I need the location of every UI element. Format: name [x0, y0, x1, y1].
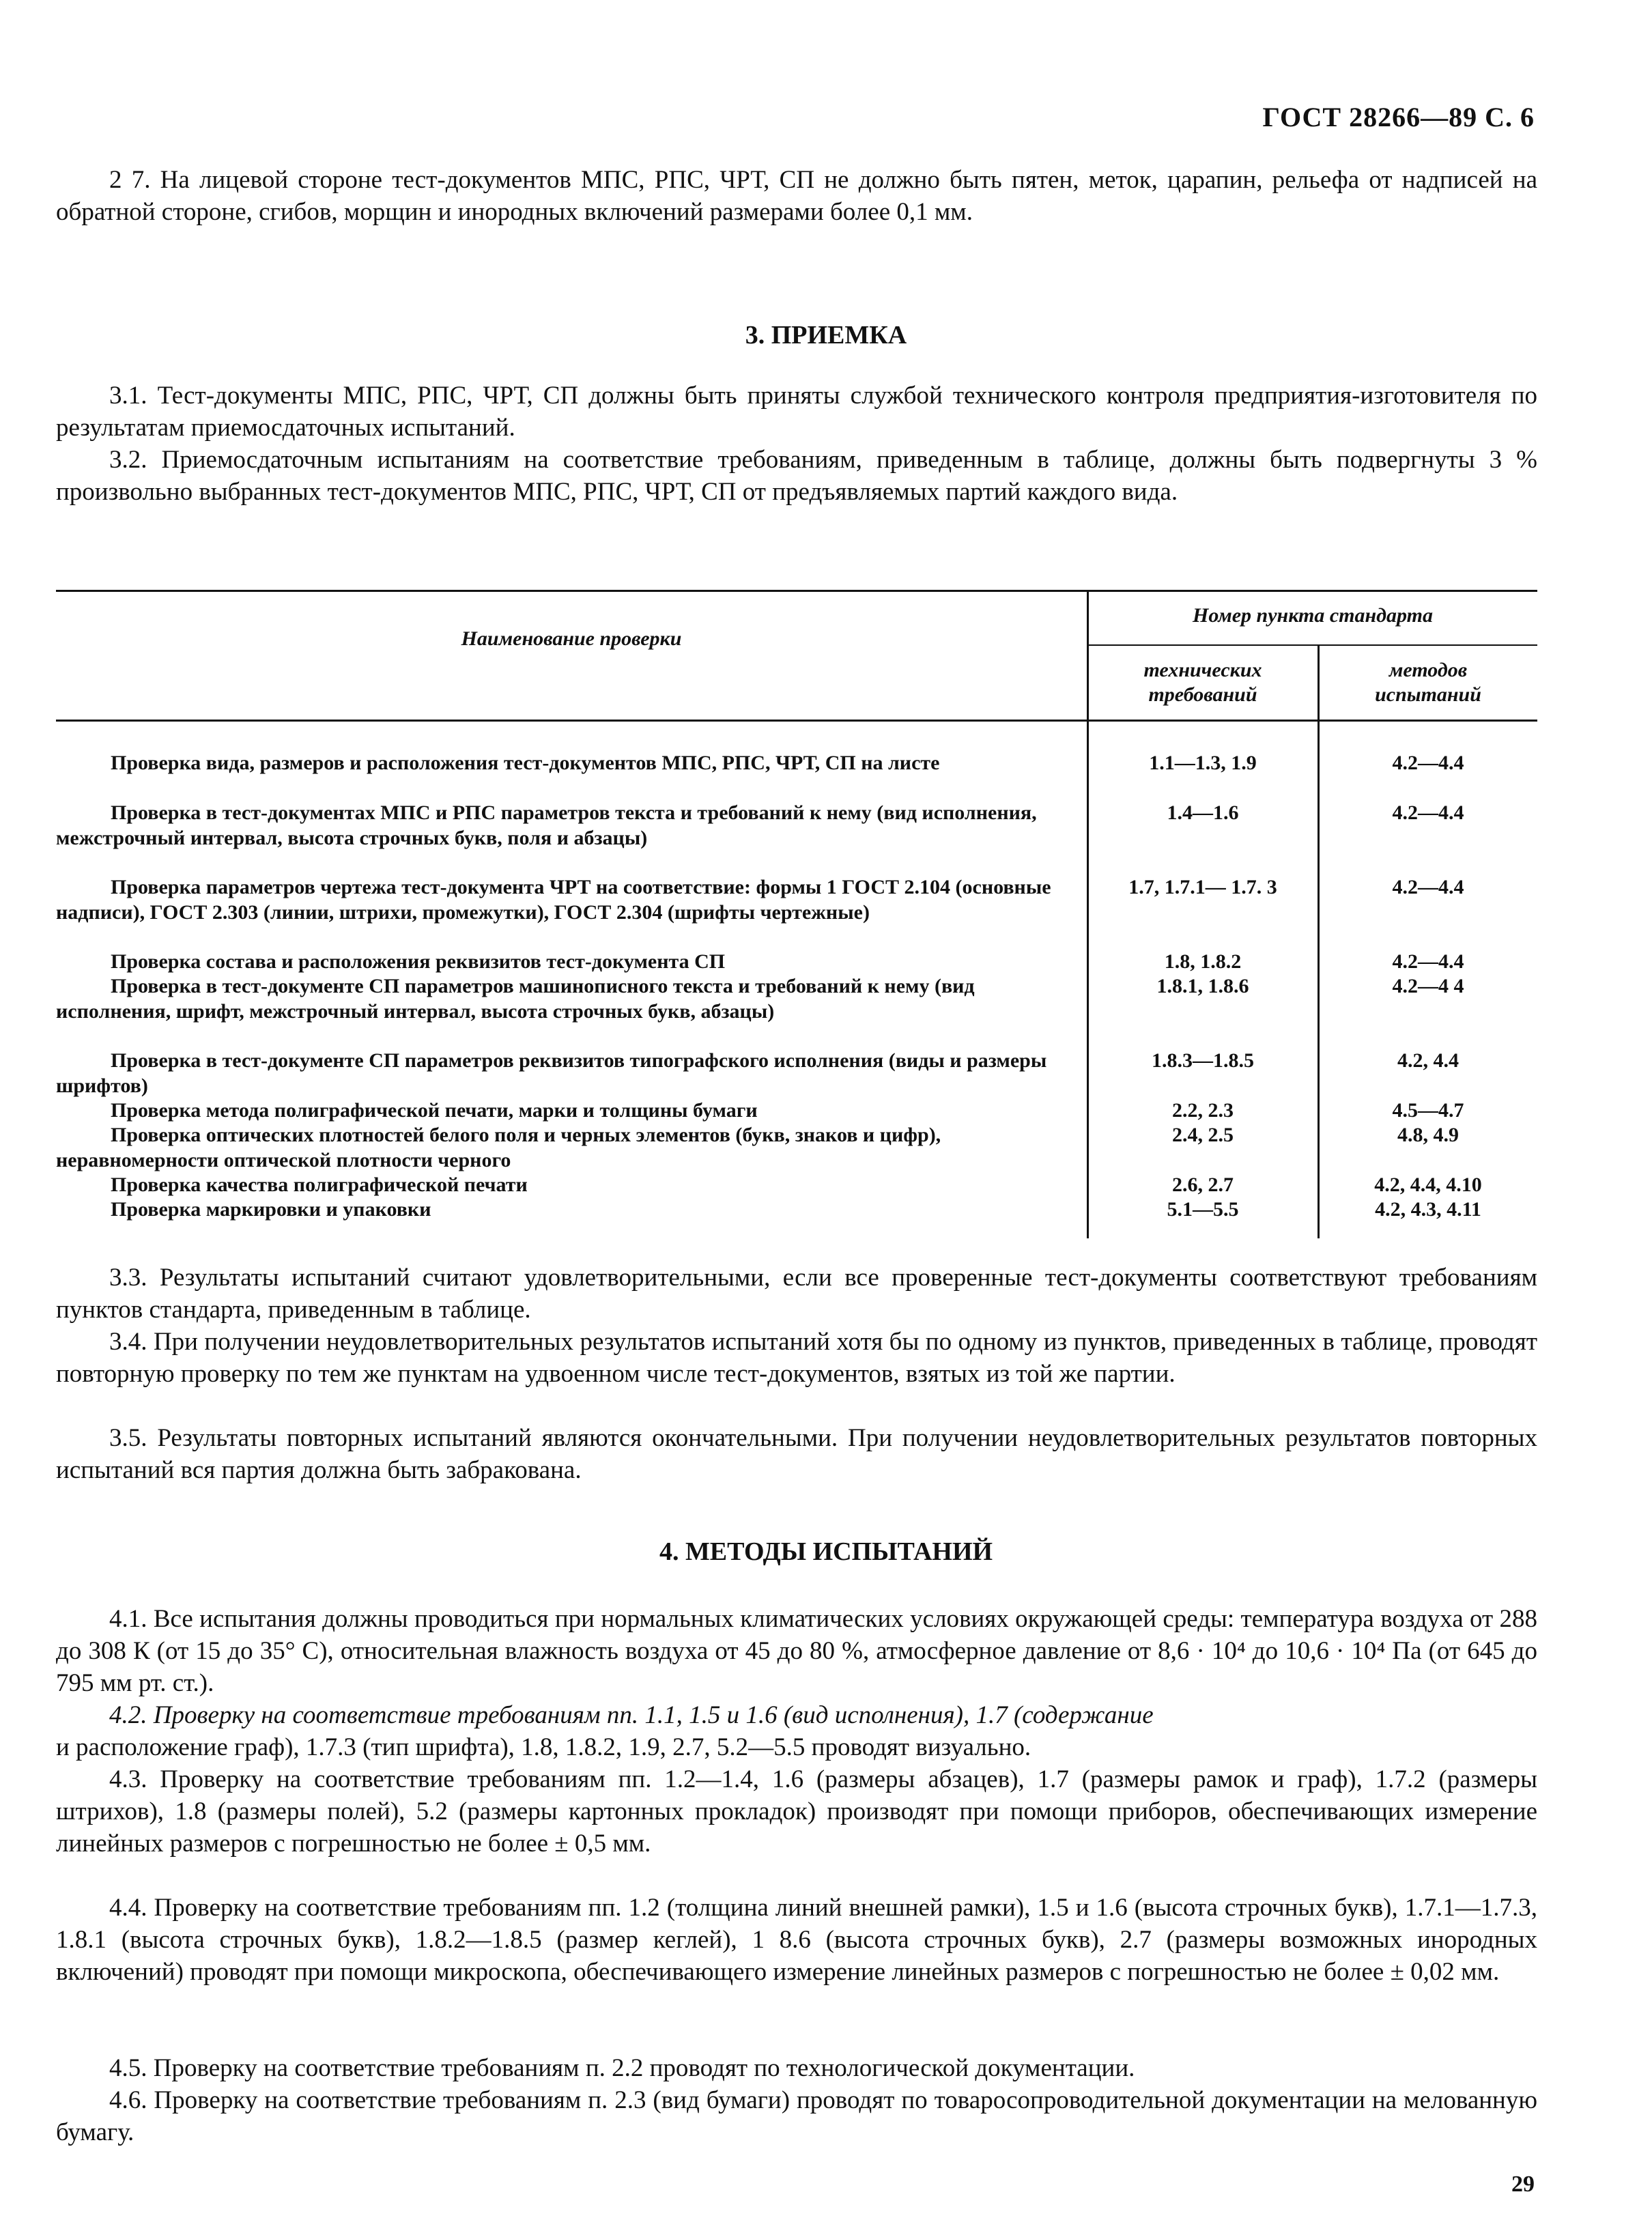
table-row-tech: 1.8.1, 1.8.6 [1156, 975, 1249, 997]
table-row-methods: 4.8, 4.9 [1397, 1124, 1459, 1146]
page-number: 29 [1511, 2172, 1535, 2197]
table-row-tech: 2.6, 2.7 [1172, 1174, 1234, 1196]
paragraph-4-3: 4.3. Проверку на соответствие требованиям пп. 1.2—1.4, 1.6 (размеры абзацев), 1.7 (размеры рамок и граф), 1.7.2 (размеры штрихов), 1.8 (размеры полей), 5.2 (размеры картонных прокладок) производят при помощи приборов, обеспечивающих измерение линейных размеров с погрешностью не более ± 0,5 мм. [56, 1765, 1537, 1858]
table-row-methods: 4.2, 4.3, 4.11 [1375, 1198, 1481, 1221]
table-group-rule [1088, 644, 1537, 646]
table-row-name: Проверка оптических плотностей белого поля и черных элементов (букв, знаков и цифр), неравномерности оптической плотности черного [56, 1124, 941, 1171]
table-row-name: Проверка состава и расположения реквизитов тест-документа СП [111, 950, 726, 973]
section-4-title: 4. МЕТОДЫ ИСПЫТАНИЙ [659, 1537, 993, 1566]
table-header-tech-line1: технических [1143, 659, 1262, 681]
paragraph-4-5: 4.5. Проверку на соответствие требованиям п. 2.2 проводят по технологической документации. [109, 2054, 1135, 2082]
table-header-group: Номер пункта стандарта [1193, 604, 1433, 627]
table-row-tech: 1.7, 1.7.1— 1.7. 3 [1128, 876, 1277, 898]
paragraph-4-2-first-line: 4.2. Проверку на соответствие требованиям пп. 1.1, 1.5 и 1.6 (вид исполнения), 1.7 (содержание [109, 1701, 1154, 1729]
table-header-methods [1319, 658, 1537, 707]
table-header-check: Наименование проверки [461, 627, 682, 650]
table-row-tech: 2.4, 2.5 [1172, 1124, 1234, 1146]
document-header: ГОСТ 28266—89 С. 6 [1262, 102, 1535, 132]
table-row-methods: 4.2, 4.4 [1397, 1049, 1459, 1072]
table-header-tech [1088, 658, 1318, 707]
table-row-name: Проверка параметров чертежа тест-документа ЧРТ на соответствие: формы 1 ГОСТ 2.104 (основные надписи), ГОСТ 2.303 (линии, штрихи, промежутки), ГОСТ 2.304 (шрифты чертежные) [56, 876, 1051, 924]
table-row-methods: 4.2—4.4 [1392, 876, 1464, 898]
table-row-name: Проверка в тест-документах МПС и РПС параметров текста и требований к нему (вид исполнения, межстрочный интервал, высота строчных букв, поля и абзацы) [56, 801, 1037, 849]
section-3-title: 3. ПРИЕМКА [745, 321, 907, 350]
paragraph-3-4: 3.4. При получении неудовлетворительных результатов испытаний хотя бы по одному из пунктов, приведенных в таблице, проводят повторную проверку по тем же пунктам на удвоенном числе тест-документов, взятых из той же партии. [56, 1328, 1537, 1388]
table-header-rule [56, 720, 1537, 722]
paragraph-3-2: 3.2. Приемосдаточным испытаниям на соответствие требованиям, приведенным в таблице, должны быть подвергнуты 3 % произвольно выбранных тест-документов МПС, РПС, ЧРТ, СП от предъявляемых партий каждого вида. [56, 446, 1537, 506]
table-row-name: Проверка в тест-документе СП параметров машинописного текста и требований к нему (вид исполнения, шрифт, межстрочный интервал, высота строчных букв, абзацы) [56, 975, 975, 1023]
paragraph-4-2-second-line: и расположение граф), 1.7.3 (тип шрифта), 1.8, 1.8.2, 1.9, 2.7, 5.2—5.5 проводят визуально. [56, 1733, 1031, 1761]
table-header-tech-line2: требований [1148, 683, 1257, 706]
table-row-methods: 4.2—4.4 [1392, 950, 1464, 973]
table-row-name: Проверка в тест-документе СП параметров реквизитов типографского исполнения (виды и размеры шрифтов) [56, 1049, 1047, 1097]
paragraph-2-7: 2 7. На лицевой стороне тест-документов МПС, РПС, ЧРТ, СП не должно быть пятен, меток, царапин, рельефа от надписей на обратной стороне, сгибов, морщин и инородных включений размерами более 0,1 мм. [56, 166, 1537, 226]
table-row-tech: 1.1—1.3, 1.9 [1149, 752, 1257, 774]
table-row-name: Проверка маркировки и упаковки [111, 1198, 431, 1221]
table-row-tech: 1.8.3—1.8.5 [1152, 1049, 1254, 1072]
table-row-methods: 4.2—4.4 [1392, 752, 1464, 774]
table-row-methods: 4.2, 4.4, 4.10 [1374, 1174, 1482, 1196]
table-row-tech: 2.2, 2.3 [1172, 1099, 1234, 1122]
acceptance-table [56, 590, 1537, 1238]
table-row-methods: 4.2—4 4 [1392, 975, 1464, 997]
table-row-name: Проверка метода полиграфической печати, марки и толщины бумаги [111, 1099, 758, 1122]
table-row-methods: 4.2—4.4 [1392, 801, 1464, 824]
paragraph-3-5: 3.5. Результаты повторных испытаний являются окончательными. При получении неудовлетворительных результатов повторных испытаний вся партия должна быть забракована. [56, 1424, 1537, 1484]
table-row-tech: 1.4—1.6 [1167, 801, 1239, 824]
table-row-methods: 4.5—4.7 [1392, 1099, 1464, 1122]
table-row-name: Проверка качества полиграфической печати [111, 1174, 528, 1196]
table-row-tech: 1.8, 1.8.2 [1164, 950, 1242, 973]
paragraph-4-1: 4.1. Все испытания должны проводиться при нормальных климатических условиях окружающей среды: температура воздуха от 288 до 308 К (от 15 до 35° С), относительная влажность воздуха от 45 до 80 %, атмосферное давление от 8,6 · 10⁴ до 10,6 · 10⁴ Па (от 645 до 795 мм рт. ст.). [56, 1605, 1537, 1697]
paragraph-4-4: 4.4. Проверку на соответствие требованиям пп. 1.2 (толщина линий внешней рамки), 1.5 и 1.6 (высота строчных букв), 1.7.1—1.7.3, 1.8.1 (высота строчных букв), 1.8.2—1.8.5 (размер кеглей), 1 8.6 (высота строчных букв), 2.7 (размеры возможных инородных включений) проводят при помощи микроскопа, обеспечивающего измерение линейных размеров с погрешностью не более ± 0,02 мм. [56, 1894, 1537, 1986]
table-header-methods-line1: методов [1388, 659, 1468, 681]
paragraph-3-3: 3.3. Результаты испытаний считают удовлетворительными, если все проверенные тест-документы соответствуют требованиям пунктов стандарта, приведенным в таблице. [56, 1264, 1537, 1324]
table-row-tech: 5.1—5.5 [1167, 1198, 1239, 1221]
paragraph-4-6: 4.6. Проверку на соответствие требованиям п. 2.3 (вид бумаги) проводят по товаросопроводительной документации на мелованную бумагу. [56, 2086, 1537, 2146]
table-header-methods-line2: испытаний [1375, 683, 1481, 706]
paragraph-3-1: 3.1. Тест-документы МПС, РПС, ЧРТ, СП должны быть приняты службой технического контроля предприятия-изготовителя по результатам приемосдаточных испытаний. [56, 382, 1537, 442]
table-top-rule [56, 590, 1537, 592]
table-column-divider-2 [1318, 644, 1320, 1238]
table-row-name: Проверка вида, размеров и расположения тест-документов МПС, РПС, ЧРТ, СП на листе [111, 752, 940, 774]
